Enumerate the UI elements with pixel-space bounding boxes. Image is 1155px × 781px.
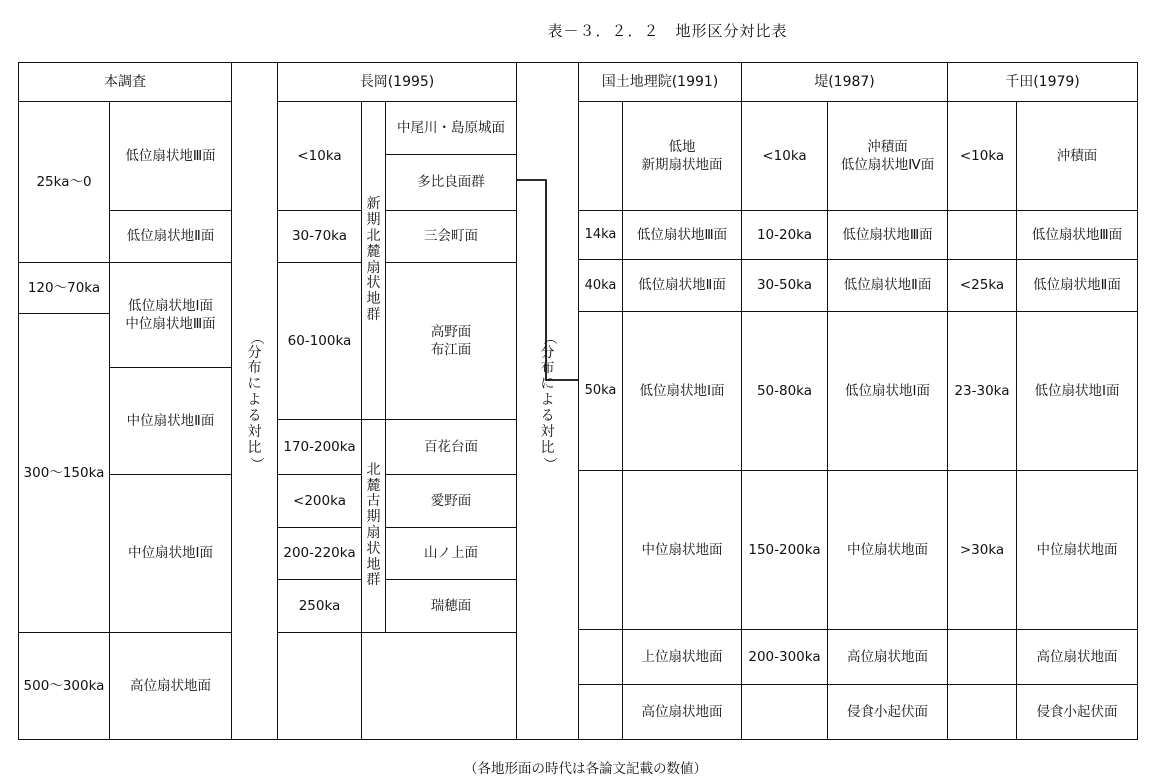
group-old-char: 古 — [366, 493, 381, 510]
tsutsumi-surface-3: 低位扇状地Ⅱ面 — [827, 259, 948, 312]
kokudo-age-4: 50ka — [578, 311, 623, 471]
group-new-char: 期 — [366, 212, 381, 229]
tsutsumi-surface-5: 中位扇状地面 — [827, 470, 948, 630]
nagaoka-age-3: 60-100ka — [277, 262, 362, 420]
tsutsumi-age-3: 30-50ka — [741, 259, 828, 312]
bunpu-char: 比 — [540, 439, 555, 456]
group-new-char: 新 — [366, 196, 381, 213]
hon-surface-5: 中位扇状地Ⅰ面 — [109, 474, 232, 633]
bunpu-char: （ — [540, 330, 557, 345]
nagaoka-surface-8: 瑞穂面 — [385, 579, 517, 633]
chida-surface-6: 高位扇状地面 — [1016, 629, 1138, 685]
hon-surface-1: 低位扇状地Ⅲ面 — [109, 101, 232, 211]
bunpu-char: る — [247, 407, 262, 424]
hon-age-4: 500～300ka — [18, 632, 110, 740]
kokudo-surface-4: 低位扇状地Ⅰ面 — [622, 311, 742, 471]
chida-age-3: <25ka — [947, 259, 1017, 312]
group-new-char: 麓 — [366, 243, 381, 260]
bunpu-char: 分 — [247, 344, 262, 361]
nagaoka-surface-5: 百花台面 — [385, 419, 517, 475]
nagaoka-age-1: <10ka — [277, 101, 362, 211]
bunpu-char: （ — [247, 330, 264, 345]
chida-surface-3: 低位扇状地Ⅱ面 — [1016, 259, 1138, 312]
group-old-char: 扇 — [366, 525, 381, 541]
chida-surface-1: 沖積面 — [1016, 101, 1138, 211]
group-old-char: 期 — [366, 509, 381, 526]
kokudo-surface-2: 低位扇状地Ⅲ面 — [622, 210, 742, 260]
nagaoka-surface-4: 高野面 布江面 — [385, 262, 517, 420]
hon-surface-2: 低位扇状地Ⅱ面 — [109, 210, 232, 263]
table-title: 表－３．２．２ 地形区分対比表 — [547, 22, 788, 40]
group-old-char: 群 — [366, 572, 381, 589]
bunpu-char: に — [247, 376, 262, 393]
tsutsumi-age-1: <10ka — [741, 101, 828, 211]
tsutsumi-age-4: 50-80ka — [741, 311, 828, 471]
bunpu-char: 対 — [540, 423, 555, 440]
group-new-char: 状 — [366, 275, 381, 292]
bunpu-char: よ — [247, 392, 262, 409]
nagaoka-surface-3: 三会町面 — [385, 210, 517, 263]
bunpu-char: ） — [540, 457, 557, 472]
nagaoka-age-2: 30-70ka — [277, 210, 362, 263]
nagaoka-surface-6: 愛野面 — [385, 474, 517, 528]
table-caption: （各地形面の時代は各論文記載の数値） — [464, 761, 707, 777]
chida-surface-7: 侵食小起伏面 — [1016, 684, 1138, 740]
chida-age-5: >30ka — [947, 470, 1017, 630]
bunpu-char: 比 — [247, 439, 262, 456]
chida-age-1: <10ka — [947, 101, 1017, 211]
hon-age-3: 300～150ka — [18, 313, 110, 633]
group-new-char: 北 — [366, 227, 381, 244]
chida-surface-4: 低位扇状地Ⅰ面 — [1016, 311, 1138, 471]
header-hon: 本調査 — [18, 62, 232, 102]
group-old-char: 地 — [366, 556, 381, 573]
group-new-char: 群 — [366, 306, 381, 323]
tsutsumi-age-6: 200-300ka — [741, 629, 828, 685]
bunpu-char: 布 — [540, 360, 555, 377]
bunpu-char: 分 — [540, 344, 555, 361]
bunpu-char: る — [540, 407, 555, 424]
header-tsutsumi: 堤(1987) — [741, 62, 948, 102]
kokudo-surface-5: 中位扇状地面 — [622, 470, 742, 630]
tsutsumi-age-2: 10-20ka — [741, 210, 828, 260]
tsutsumi-age-5: 150-200ka — [741, 470, 828, 630]
chida-surface-5: 中位扇状地面 — [1016, 470, 1138, 630]
header-kokudo: 国土地理院(1991) — [578, 62, 742, 102]
hon-age-2: 120～70ka — [18, 262, 110, 314]
tsutsumi-surface-1: 沖積面 低位扇状地Ⅳ面 — [827, 101, 948, 211]
kokudo-surface-1: 低地 新期扇状地面 — [622, 101, 742, 211]
nagaoka-surface-1: 中尾川・島原城面 — [385, 101, 517, 155]
nagaoka-age-7: 250ka — [277, 579, 362, 633]
kokudo-surface-6: 上位扇状地面 — [622, 629, 742, 685]
group-old-char: 麓 — [366, 477, 381, 494]
group-old-char: 北 — [366, 461, 381, 478]
hon-surface-4: 中位扇状地Ⅱ面 — [109, 367, 232, 475]
group-new-char: 扇 — [366, 259, 381, 276]
header-nagaoka: 長岡(1995) — [277, 62, 517, 102]
header-chida: 千田(1979) — [947, 62, 1138, 102]
group-old-char: 状 — [366, 540, 381, 557]
bunpu-char: に — [540, 376, 555, 393]
bunpu-char: 布 — [247, 360, 262, 377]
nagaoka-surface-2: 多比良面群 — [385, 154, 517, 211]
bunpu-char: 対 — [247, 423, 262, 440]
bunpu-char: ） — [247, 457, 264, 472]
tsutsumi-surface-7: 侵食小起伏面 — [827, 684, 948, 740]
nagaoka-age-6: 200-220ka — [277, 527, 362, 580]
kokudo-surface-7: 高位扇状地面 — [622, 684, 742, 740]
kokudo-surface-3: 低位扇状地Ⅱ面 — [622, 259, 742, 312]
tsutsumi-surface-4: 低位扇状地Ⅰ面 — [827, 311, 948, 471]
group-new-char: 地 — [366, 291, 381, 308]
tsutsumi-surface-6: 高位扇状地面 — [827, 629, 948, 685]
chida-age-4: 23-30ka — [947, 311, 1017, 471]
kokudo-age-2: 14ka — [578, 210, 623, 260]
hon-age-1: 25ka～0 — [18, 101, 110, 263]
bunpu-char: よ — [540, 392, 555, 409]
hon-surface-6: 高位扇状地面 — [109, 632, 232, 740]
nagaoka-age-4: 170-200ka — [277, 419, 362, 475]
chida-surface-2: 低位扇状地Ⅲ面 — [1016, 210, 1138, 260]
nagaoka-age-5: <200ka — [277, 474, 362, 528]
hon-surface-3: 低位扇状地Ⅰ面 中位扇状地Ⅲ面 — [109, 262, 232, 368]
nagaoka-surface-7: 山ノ上面 — [385, 527, 517, 580]
tsutsumi-surface-2: 低位扇状地Ⅲ面 — [827, 210, 948, 260]
kokudo-age-3: 40ka — [578, 259, 623, 312]
